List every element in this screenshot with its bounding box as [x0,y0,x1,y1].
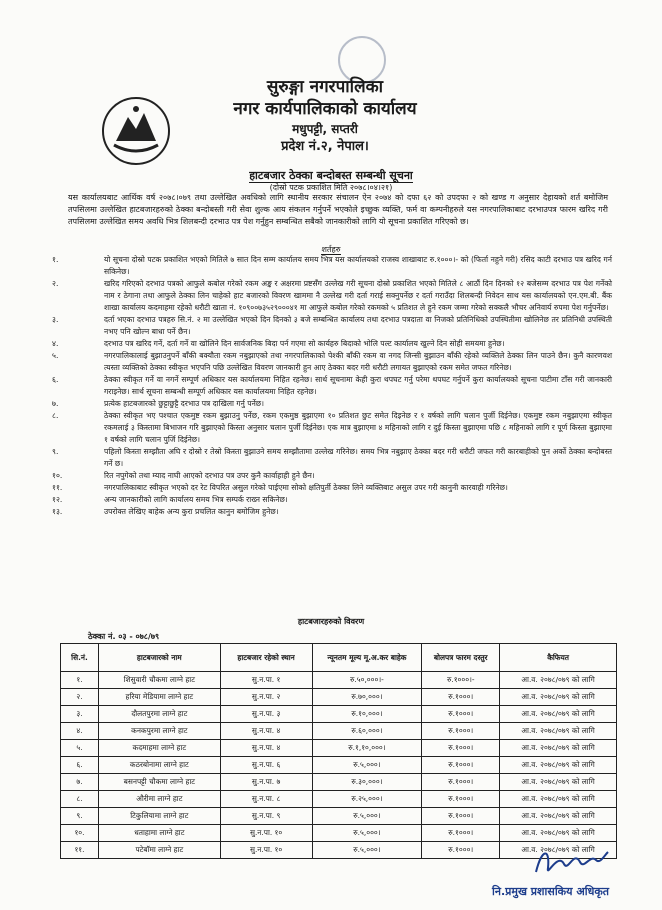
table-cell: आ.व. २०७८/०७९ को लागि [500,808,617,825]
office-name: नगर कार्यपालिकाको कार्यालय [233,99,417,119]
table-cell: रु.३०,०००। [312,774,422,791]
table-cell: ४. [61,723,99,740]
condition-item: ८. ठेक्का स्वीकृत भए पश्चात एकमुष्ट रकम बुझाउनु पर्नेछ, रकम एकमुष्ठ बुझाएमा १० प्रतिशत छुट समेत दिइनेछ र १ वर्षको लागि चलान पुर्जी दिईनेछ। एकमुष्ट रकम नबुझाएमा स्वीकृत रकमलाई ३ किस्तामा बिभाजन गरि बुझाएको किस्ता अनुसार चलान पुर्जी दिईनेछ। एक मात्र बुझाएमा ४ महिनाको लागि र दुई किस्ता बुझाएमा पछि ८ महिनाको लागि र पूर्ण किस्ता बुझाएमा १ वर्षको लागि चलान पुर्जि दिईनेछ। [52,411,612,444]
table-cell: १०. [61,825,99,842]
table-cell: रु.२५,०००। [312,791,422,808]
table-cell: रु.१०००। [422,757,500,774]
table-cell: रु.१०००। [422,825,500,842]
condition-item: १३. उपरोक्त लेखिए बाहेक अन्य कुरा प्रचलित कानुन बमोजिम हुनेछ। [52,507,279,516]
conditions-heading: शर्तहरु [321,245,341,254]
condition-item: १०. रित नपुगेको तथा म्याद नाघी आएको दरभाउ पत्र उपर कुनै कार्वाहाही हुने छैन। [52,471,315,480]
notice-intro: यस कार्यालयबाट आर्थिक वर्ष २०७८।०७९ तथा उल्लेखित अवधिको लागि स्थानीय सरकार संचालन ऐन २०७४ को दफा ६२ को उपदफा २ को खण्ड ग अनुसार देहायको शर्त बमोजिम तपसिलमा उल्लेखित हाटबजारहरुको ठेक्का बन्दोबस्ती गरी सेवा शुल्क आय संकलन गर्नुपर्ने भएकोले इच्छुक व्यक्ति, फर्म वा कम्पनीहरुले यस नगरपालिकाबाट दरभाउपत्र फारम खरिद गरी तपसिलमा उल्लेखित समय अवधि भित्र शिलबन्दी दरभाउ पत्र पेश गर्नुहुन सम्बन्धित सबैको जानकारीको लागि यो सूचना प्रकाशित गरिएको छ। [68,193,608,226]
table-cell: १. [61,672,99,689]
table-cell: आ.व. २०७८/०७९ को लागि [500,706,617,723]
table-cell: रु.५,०००। [312,842,422,859]
condition-item: ५. नगरपालिकालाई बुझाउनुपर्ने बाँकी बक्यौता रकम नबुझाएको तथा नगरपालिकाको पेश्की बाँकी रकम वा नगद जिन्सी बुझाउन बाँकी रहेको व्यक्तिले ठेक्का लिन पाउने छैन। कुनै कारणवश त्यस्ता व्यक्तिको ठेक्का स्वीकृत भएपनि पछि उल्लेखित विवरण जानकारी हुन आए ठेक्का बदर गरी धरौटी लगायत बुझाएको रकम समेत जफत गरिनेछ। [52,351,612,372]
table-cell: आ.व. २०७८/०७९ को लागि [500,825,617,842]
table-cell: सु.न.पा. १० [220,842,312,859]
table-cell: आ.व. २०७८/०७९ को लागि [500,791,617,808]
table-cell: सु.न.पा. ३ [220,706,312,723]
municipality-name: सुरुङ्गा नगरपालिका [266,77,384,97]
table-cell: बसनपट्टी चौकमा लाग्ने हाट [98,774,220,791]
column-header: हाटबजार रहेको स्थान [220,644,312,672]
table-cell: रु.६०,०००। [312,723,422,740]
table-cell: सु.न.पा. ८ [220,791,312,808]
table-cell: दौलतपुरमा लाग्ने हाट [98,706,220,723]
table-cell: रु.१०,०००। [312,706,422,723]
table-cell: २. [61,689,99,706]
column-header: सि.नं. [61,644,99,672]
table-row [61,672,617,689]
table-cell: आ.व. २०७८/०७९ को लागि [500,842,617,859]
condition-item: ७. प्रत्येक हाटबजारको छुट्टाछुट्टै दरभाउ पत्र दाखिला गर्नु पर्नेछ। [52,399,264,408]
table-cell: रु.१०००। [422,842,500,859]
table-cell: धताहामा लाग्ने हाट [98,825,220,842]
table-cell: ११. [61,842,99,859]
signatory-title: नि.प्रमुख प्रशासकिय अधिकृत [492,885,610,898]
table-cell: ३. [61,706,99,723]
office-header [190,76,460,156]
condition-item: ३. दर्ता भएका दरभाउ पत्रहरु सि.नं. २ मा उल्लेखित भएको दिन दिनको ३ बजे सम्बन्धित कार्यालय तथा दरभाउ पत्रदाता वा निजको प्रतिनिधिको उपस्थितीमा खोलिनेछ तर प्रतिनिधी उपस्थिती नभए पनि खोल्न बाधा पर्ने छैन। [52,315,612,336]
column-header: कैफियत [500,644,617,672]
signature-icon [530,842,610,882]
table-cell: रु.५,०००। [312,825,422,842]
table-row [61,740,617,757]
table-row [61,689,617,706]
table-cell: रु.१०००। [422,723,500,740]
table-cell: टिकुलियामा लाग्ने हाट [98,808,220,825]
table-cell: ६. [61,757,99,774]
column-header: न्यूनतम मूल्य मू.अ.कर बाहेक [312,644,422,672]
table-cell: ८. [61,791,99,808]
table-cell: आ.व. २०७८/०७९ को लागि [500,672,617,689]
table-cell: सु.न.पा. २ [220,689,312,706]
table-cell: कदमाहमा लाग्ने हाट [98,740,220,757]
notice-title: हाटबजार ठेक्का बन्दोबस्त सम्बन्धी सूचना [249,169,413,182]
condition-item: १. यो सूचना दोस्रो पटक प्रकाशित भएको मितिले ७ सात दिन सम्म कार्यालय समय भित्र यस कार्यालयको राजस्व शाखाबाट रु.१०००।- को (फिर्ता नहुने गरी) रसिद काटी दरभाउ पत्र खरिद गर्न सकिनेछ। [52,255,612,276]
condition-item: २. खरिद गरिएको दरभाउ पत्रको आफुले कबोल गरेको रकम अङ्क र अक्षरमा प्रष्टसँग उल्लेख गरी सूचना दोस्रो प्रकाशित भएको मितिले ८ आठौं दिन दिनको १२ बजेसम्म दरभाउ पत्र पेश गर्नेको नाम र ठेगाना तथा आफुले ठेक्का लिन चाहेको हाट बजारको विवरण खाममा नै उल्लेख गरी दर्ता गराई सक्नुपर्नेछ र दर्ता गराउँदा शिलबन्दी निवेदन साथ यस कार्यालयको एन.एम.बी. बैंक शाखा कार्यालय कदमाहमा रहेको धरौटी खाता नं. १०९००७३५२९०००४१ मा आफुले कबोल गरेको रकमको ५ प्रतिशत ले हुने रकम जम्मा गरेको सक्कलै भौचर अनिवार्य रुपमा पेश गर्नुपर्नेछ। [52,279,612,312]
condition-item: १२. अन्य जानकारीको लागि कार्यालय समय भित्र सम्पर्क राख्न सकिनेछ। [52,495,288,504]
table-cell: आ.व. २०७८/०७९ को लागि [500,757,617,774]
table-cell: रु.५०,०००।- [312,672,422,689]
table-cell: रु.१०००। [422,740,500,757]
table-cell: रु.१०००। [422,791,500,808]
table-row [61,706,617,723]
table-cell: ९. [61,808,99,825]
table-cell: ७. [61,774,99,791]
table-row [61,757,617,774]
table-cell: पटेबॉमा लाग्ने हाट [98,842,220,859]
table-cell: औरीमा लाग्ने हाट [98,791,220,808]
table-cell: रु.१०००। [422,774,500,791]
table-row [61,791,617,808]
table-cell: आ.व. २०७८/०७९ को लागि [500,689,617,706]
notice-subtitle: (दोस्रो पटक प्रकाशित मिति २०७८।०४।२१) [269,183,393,192]
table-cell: कठरबोनामा लाग्ने हाट [98,757,220,774]
table-cell: रु.१,१०,०००। [312,740,422,757]
condition-item: ११. नगरपालिकाबाट स्वीकृत भएको दर रेट विपरित असुल गरेको पाईएमा सोको क्षतिपुर्ती ठेक्का लिने व्यक्तिबाट असुल उपर गरी कानुनी कारवाही गरिनेछ। [52,483,508,492]
table-cell: आ.व. २०७८/०७९ को लागि [500,740,617,757]
table-header-row [61,644,617,672]
table-cell: सु.न.पा. ४ [220,723,312,740]
column-header: बोलपत्र फारम दस्तुर [422,644,500,672]
table-row [61,723,617,740]
province-name: प्रदेश नं.२, नेपाल। [281,139,369,154]
table-cell: सु.न.पा. ६ [220,757,312,774]
table-cell: रु.१०००। [422,808,500,825]
table-cell: रु.५,०००। [312,757,422,774]
table-cell: रु.१०००। [422,706,500,723]
table-title: हाटबजारहरुको विवरण [297,617,365,626]
table-cell: हरिया मेडियामा लाग्ने हाट [98,689,220,706]
table-cell: रु.१०००।- [422,672,500,689]
table-cell: आ.व. २०७८/०७९ को लागि [500,774,617,791]
table-cell: रु.५,०००। [312,808,422,825]
condition-item: ९. पहिलो किस्ता सम्झौता अघि र दोस्रो र तेस्रो किस्ता बुझाउने समय सम्झौतामा उल्लेख गरिनेछ। समय भित्र नबुझाए ठेक्का बदर गरी धरौटी जफत गरी कारबाहीको पुन अर्को ठेक्का बन्दोबस्त गर्ने छ। [52,447,612,468]
table-cell: सु.न.पा. १० [220,825,312,842]
table-cell: सु.न.पा. ९ [220,808,312,825]
conditions-list [40,254,612,518]
column-header: हाटबजारको नाम [98,644,220,672]
table-cell: कनकपुरमा लाग्ने हाट [98,723,220,740]
table-cell: ५. [61,740,99,757]
table-cell: आ.व. २०७८/०७९ को लागि [500,723,617,740]
contract-number: ठेक्का नं. ०३ - ०७८/७९ [88,632,160,641]
market-table [60,643,617,859]
table-cell: सु.न.पा. ४ [220,740,312,757]
condition-item: ६. ठेक्का स्वीकृत गर्ने वा नगर्ने सम्पूर्ण अधिकार यस कार्यालयमा निहित रहनेछ। सार्थ सूचनामा केही कुरा थपघट गर्नु परेमा थपघट गर्नुपर्ने कुरा कार्यालयको सूचना पाटीमा टाँस गरी जानकारी गराइनेछ। सार्थ सूचना सम्बन्धी सम्पूर्ण अधिकार यस कार्यालयमा निहित रहनेछ। [52,375,612,396]
nepal-emblem-icon [100,95,172,167]
table-cell: रु.७०,०००। [312,689,422,706]
table-row [61,825,617,842]
table-cell: शिसुवारी चौकमा लाग्ने हाट [98,672,220,689]
table-cell: रु.१०००। [422,689,500,706]
table-cell: सु.न.पा. ७ [220,774,312,791]
office-address: मधुपट्टी, सप्तरी [292,122,358,136]
table-row [61,808,617,825]
table-cell: सु.न.पा. १ [220,672,312,689]
table-row [61,774,617,791]
condition-item: ४. दरभाउ पत्र खरिद गर्ने, दर्ता गर्ने वा खोलिने दिन सार्वजनिक बिदा पर्न गएमा सो कार्यहरु बिदाको भोलि पल्ट कार्यालय खुल्ने दिन सोही समयमा हुनेछ। [52,339,505,348]
